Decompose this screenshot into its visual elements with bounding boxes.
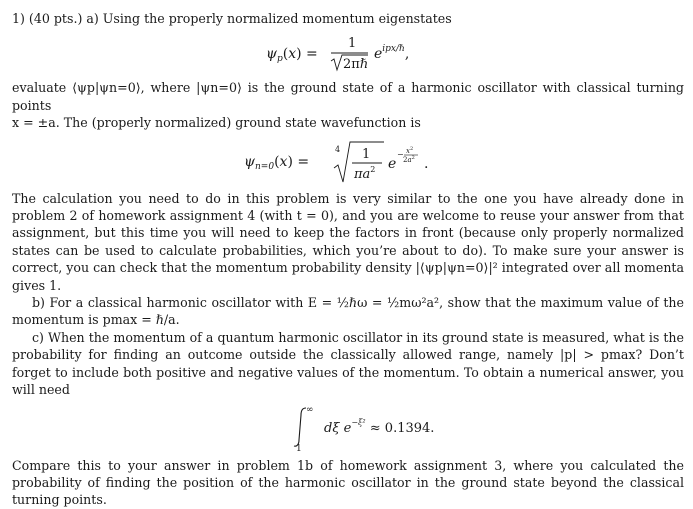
eq1-exp: $e^{ipx/\hbar}$, (374, 44, 410, 63)
problem-intro: 1) (40 pts.) a) Using the properly normalized momentum eigenstates (12, 11, 452, 26)
svg-text:x2: $x^2$ (406, 145, 414, 155)
part-b: b) For a classical harmonic oscillator with E = ½ℏω = ½mω²a², show that the maximum value of the momentum is pmax = ℏ/a. (12, 295, 684, 328)
integral-equation (12, 399, 684, 455)
svg-text:−: − (397, 149, 404, 159)
evaluate-line-1: evaluate ⟨ψp|ψn=0⟩, where |ψn=0⟩ is the ground state of a harmonic oscillator with classical turning points (12, 80, 684, 113)
compare-paragraph: Compare this to your answer in problem 1b of homework assignment 3, where you calculated the probability of finding the position of the harmonic oscillator in the ground state beyond the classical turning points. (12, 457, 684, 508)
integral-body: dξ $e^{-\xi^2} \approx 0.1394$. (324, 417, 435, 436)
part-c: c) When the momentum of a quantum harmonic oscillator in its ground state is measured, what is the probability for finding an outcome outside the classically allowed range, namely |p| > pmax? Don’t forget to include both positive and negative values of the momentum. To obtain a numerical answer, you will need (12, 329, 684, 398)
eq2-num: 1 (362, 146, 371, 162)
eq2-lhs: $\psi_{n=0}(x)$ = (244, 153, 310, 172)
eq2-root-index: 4 (335, 144, 341, 154)
eq2-exp-base: e (388, 155, 397, 172)
ground-state-equation (12, 132, 684, 190)
eq1-num: 1 (348, 36, 357, 52)
svg-text:2a2: $2a^2$ (403, 154, 415, 164)
eq1-lhs: $\psi_p(x)$ = (266, 46, 318, 65)
eq2-den: $\pi a^2$ (354, 164, 376, 182)
integral-lower: 1 (296, 443, 302, 454)
integral-upper: ∞ (306, 404, 314, 415)
problem-page (12, 10, 684, 509)
calculation-paragraph: The calculation you need to do in this problem is very similar to the one you have already done in problem 2 of homework assignment 4 (with t = 0), and you are welcome to reuse your answer from that assignment, but this time you will need to keep the factors in front (because only properly normalized states can be used to calculate probabilities, which you’re about to do). To make sure your answer is correct, you can check that the momentum probability density |⟨ψp|ψn=0⟩|² integrated over all momenta gives 1. (12, 190, 684, 293)
evaluate-line-2: x = ±a. The (properly normalized) ground state wavefunction is (12, 115, 421, 131)
momentum-eigenstate-equation (12, 27, 684, 77)
eq1-den: 2πℏ (343, 57, 369, 73)
svg-text:.: . (424, 155, 429, 172)
